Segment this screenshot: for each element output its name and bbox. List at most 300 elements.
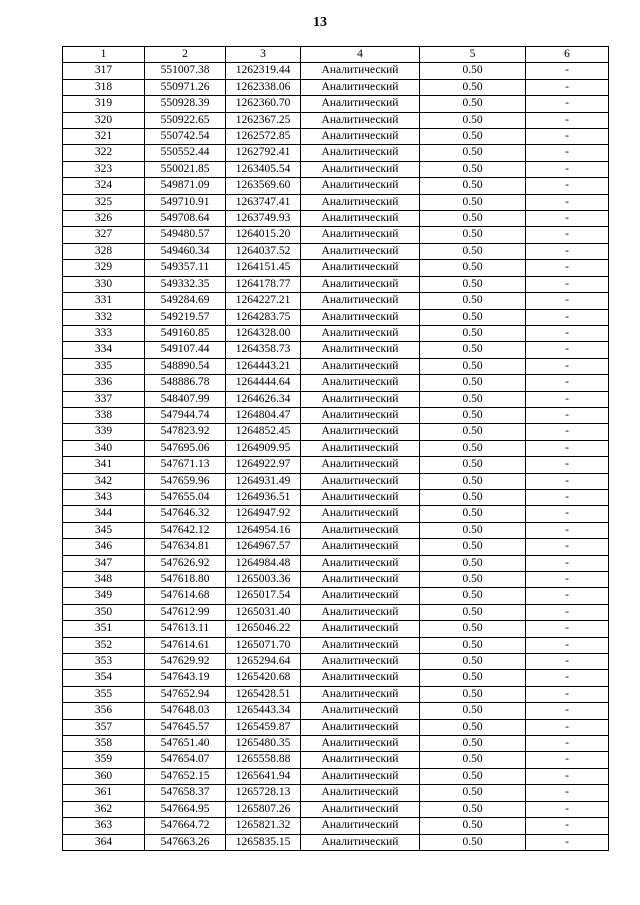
method-cell: Аналитический [301,604,420,620]
table-row [63,178,609,194]
column-header-5: 5 [420,47,526,63]
accuracy-cell: 0.50 [420,407,526,423]
accuracy-cell: 0.50 [420,539,526,555]
point-number-cell: 337 [63,391,145,407]
method-cell: Аналитический [301,260,420,276]
y-coordinate-cell: 1262338.06 [226,79,301,95]
accuracy-cell: 0.50 [420,112,526,128]
accuracy-cell: 0.50 [420,752,526,768]
y-coordinate-cell: 1265294.64 [226,654,301,670]
note-cell: - [526,670,609,686]
x-coordinate-cell: 550742.54 [145,129,226,145]
accuracy-cell: 0.50 [420,243,526,259]
method-cell: Аналитический [301,736,420,752]
note-cell: - [526,621,609,637]
note-cell: - [526,194,609,210]
table-row [63,145,609,161]
accuracy-cell: 0.50 [420,178,526,194]
note-cell: - [526,654,609,670]
accuracy-cell: 0.50 [420,654,526,670]
y-coordinate-cell: 1264151.45 [226,260,301,276]
x-coordinate-cell: 547642.12 [145,522,226,538]
y-coordinate-cell: 1264947.92 [226,506,301,522]
method-cell: Аналитический [301,719,420,735]
note-cell: - [526,243,609,259]
note-cell: - [526,457,609,473]
y-coordinate-cell: 1264358.73 [226,342,301,358]
table-row [63,161,609,177]
x-coordinate-cell: 547652.94 [145,686,226,702]
method-cell: Аналитический [301,506,420,522]
method-cell: Аналитический [301,112,420,128]
method-cell: Аналитический [301,391,420,407]
table-row [63,358,609,374]
accuracy-cell: 0.50 [420,129,526,145]
point-number-cell: 353 [63,654,145,670]
note-cell: - [526,719,609,735]
accuracy-cell: 0.50 [420,489,526,505]
method-cell: Аналитический [301,801,420,817]
accuracy-cell: 0.50 [420,818,526,834]
method-cell: Аналитический [301,588,420,604]
table-row [63,736,609,752]
point-number-cell: 342 [63,473,145,489]
accuracy-cell: 0.50 [420,358,526,374]
point-number-cell: 349 [63,588,145,604]
x-coordinate-cell: 549708.64 [145,211,226,227]
point-number-cell: 339 [63,424,145,440]
x-coordinate-cell: 549284.69 [145,293,226,309]
accuracy-cell: 0.50 [420,604,526,620]
method-cell: Аналитический [301,572,420,588]
table-row [63,588,609,604]
y-coordinate-cell: 1263569.60 [226,178,301,194]
note-cell: - [526,703,609,719]
y-coordinate-cell: 1265480.35 [226,736,301,752]
method-cell: Аналитический [301,473,420,489]
table-row [63,637,609,653]
point-number-cell: 362 [63,801,145,817]
table-row [63,768,609,784]
y-coordinate-cell: 1265428.51 [226,686,301,702]
accuracy-cell: 0.50 [420,703,526,719]
table-row [63,309,609,325]
table-row [63,391,609,407]
point-number-cell: 329 [63,260,145,276]
note-cell: - [526,834,609,850]
table-row [63,440,609,456]
point-number-cell: 319 [63,96,145,112]
y-coordinate-cell: 1264444.64 [226,375,301,391]
x-coordinate-cell: 547654.07 [145,752,226,768]
x-coordinate-cell: 547646.32 [145,506,226,522]
x-coordinate-cell: 547645.57 [145,719,226,735]
note-cell: - [526,686,609,702]
note-cell: - [526,588,609,604]
accuracy-cell: 0.50 [420,293,526,309]
point-number-cell: 347 [63,555,145,571]
y-coordinate-cell: 1263749.93 [226,211,301,227]
table-row [63,801,609,817]
x-coordinate-cell: 549480.57 [145,227,226,243]
method-cell: Аналитический [301,834,420,850]
y-coordinate-cell: 1264936.51 [226,489,301,505]
point-number-cell: 332 [63,309,145,325]
table-row [63,473,609,489]
accuracy-cell: 0.50 [420,621,526,637]
point-number-cell: 323 [63,161,145,177]
point-number-cell: 343 [63,489,145,505]
accuracy-cell: 0.50 [420,194,526,210]
method-cell: Аналитический [301,703,420,719]
x-coordinate-cell: 549710.91 [145,194,226,210]
accuracy-cell: 0.50 [420,145,526,161]
x-coordinate-cell: 547655.04 [145,489,226,505]
accuracy-cell: 0.50 [420,555,526,571]
point-number-cell: 330 [63,276,145,292]
table-row [63,572,609,588]
x-coordinate-cell: 547944.74 [145,407,226,423]
accuracy-cell: 0.50 [420,309,526,325]
y-coordinate-cell: 1265558.88 [226,752,301,768]
y-coordinate-cell: 1264443.21 [226,358,301,374]
x-coordinate-cell: 548407.99 [145,391,226,407]
table-row [63,293,609,309]
method-cell: Аналитический [301,358,420,374]
x-coordinate-cell: 549871.09 [145,178,226,194]
note-cell: - [526,276,609,292]
table-row [63,243,609,259]
method-cell: Аналитический [301,243,420,259]
note-cell: - [526,342,609,358]
x-coordinate-cell: 547613.11 [145,621,226,637]
table-row [63,325,609,341]
y-coordinate-cell: 1264015.20 [226,227,301,243]
y-coordinate-cell: 1264954.16 [226,522,301,538]
point-number-cell: 325 [63,194,145,210]
accuracy-cell: 0.50 [420,375,526,391]
x-coordinate-cell: 550552.44 [145,145,226,161]
point-number-cell: 322 [63,145,145,161]
accuracy-cell: 0.50 [420,457,526,473]
y-coordinate-cell: 1262572.85 [226,129,301,145]
x-coordinate-cell: 549332.35 [145,276,226,292]
method-cell: Аналитический [301,178,420,194]
table-body [63,63,609,851]
x-coordinate-cell: 548886.78 [145,375,226,391]
y-coordinate-cell: 1265031.40 [226,604,301,620]
point-number-cell: 320 [63,112,145,128]
table-row [63,539,609,555]
column-header-4: 4 [301,47,420,63]
x-coordinate-cell: 549107.44 [145,342,226,358]
y-coordinate-cell: 1262319.44 [226,63,301,79]
table-header [63,47,609,63]
x-coordinate-cell: 548890.54 [145,358,226,374]
x-coordinate-cell: 549219.57 [145,309,226,325]
x-coordinate-cell: 551007.38 [145,63,226,79]
method-cell: Аналитический [301,79,420,95]
point-number-cell: 328 [63,243,145,259]
table-row [63,129,609,145]
table-row [63,457,609,473]
method-cell: Аналитический [301,325,420,341]
note-cell: - [526,309,609,325]
y-coordinate-cell: 1264227.21 [226,293,301,309]
method-cell: Аналитический [301,818,420,834]
accuracy-cell: 0.50 [420,719,526,735]
note-cell: - [526,801,609,817]
accuracy-cell: 0.50 [420,522,526,538]
y-coordinate-cell: 1264931.49 [226,473,301,489]
note-cell: - [526,375,609,391]
coordinates-table [62,46,609,851]
note-cell: - [526,489,609,505]
table-row [63,604,609,620]
accuracy-cell: 0.50 [420,686,526,702]
table-row [63,194,609,210]
accuracy-cell: 0.50 [420,325,526,341]
method-cell: Аналитический [301,670,420,686]
point-number-cell: 336 [63,375,145,391]
x-coordinate-cell: 547626.92 [145,555,226,571]
method-cell: Аналитический [301,161,420,177]
table-row [63,654,609,670]
method-cell: Аналитический [301,342,420,358]
table-row [63,555,609,571]
y-coordinate-cell: 1265807.26 [226,801,301,817]
note-cell: - [526,178,609,194]
y-coordinate-cell: 1265071.70 [226,637,301,653]
x-coordinate-cell: 547629.92 [145,654,226,670]
method-cell: Аналитический [301,293,420,309]
note-cell: - [526,79,609,95]
accuracy-cell: 0.50 [420,736,526,752]
y-coordinate-cell: 1264852.45 [226,424,301,440]
table-row [63,506,609,522]
accuracy-cell: 0.50 [420,342,526,358]
method-cell: Аналитический [301,375,420,391]
x-coordinate-cell: 549160.85 [145,325,226,341]
point-number-cell: 361 [63,785,145,801]
x-coordinate-cell: 547614.68 [145,588,226,604]
point-number-cell: 327 [63,227,145,243]
note-cell: - [526,522,609,538]
y-coordinate-cell: 1265835.15 [226,834,301,850]
point-number-cell: 344 [63,506,145,522]
accuracy-cell: 0.50 [420,391,526,407]
x-coordinate-cell: 549460.34 [145,243,226,259]
point-number-cell: 359 [63,752,145,768]
x-coordinate-cell: 547664.72 [145,818,226,834]
table-row [63,375,609,391]
note-cell: - [526,112,609,128]
y-coordinate-cell: 1265443.34 [226,703,301,719]
table-row [63,719,609,735]
x-coordinate-cell: 547695.06 [145,440,226,456]
note-cell: - [526,736,609,752]
point-number-cell: 360 [63,768,145,784]
table-row [63,489,609,505]
point-number-cell: 345 [63,522,145,538]
table-row [63,96,609,112]
point-number-cell: 354 [63,670,145,686]
y-coordinate-cell: 1263405.54 [226,161,301,177]
accuracy-cell: 0.50 [420,96,526,112]
x-coordinate-cell: 547652.15 [145,768,226,784]
x-coordinate-cell: 547823.92 [145,424,226,440]
table-row [63,407,609,423]
x-coordinate-cell: 550928.39 [145,96,226,112]
column-header-2: 2 [145,47,226,63]
point-number-cell: 358 [63,736,145,752]
note-cell: - [526,260,609,276]
point-number-cell: 341 [63,457,145,473]
method-cell: Аналитический [301,489,420,505]
table-row [63,785,609,801]
point-number-cell: 324 [63,178,145,194]
y-coordinate-cell: 1265420.68 [226,670,301,686]
note-cell: - [526,129,609,145]
note-cell: - [526,63,609,79]
y-coordinate-cell: 1264804.47 [226,407,301,423]
y-coordinate-cell: 1264037.52 [226,243,301,259]
note-cell: - [526,572,609,588]
x-coordinate-cell: 547634.81 [145,539,226,555]
table-row [63,834,609,850]
table-row [63,342,609,358]
note-cell: - [526,227,609,243]
method-cell: Аналитический [301,440,420,456]
point-number-cell: 346 [63,539,145,555]
method-cell: Аналитический [301,63,420,79]
point-number-cell: 334 [63,342,145,358]
method-cell: Аналитический [301,194,420,210]
y-coordinate-cell: 1265821.32 [226,818,301,834]
point-number-cell: 356 [63,703,145,719]
note-cell: - [526,96,609,112]
table-row [63,79,609,95]
method-cell: Аналитический [301,654,420,670]
note-cell: - [526,407,609,423]
table-row [63,63,609,79]
y-coordinate-cell: 1264909.95 [226,440,301,456]
note-cell: - [526,424,609,440]
point-number-cell: 317 [63,63,145,79]
column-header-3: 3 [226,47,301,63]
note-cell: - [526,293,609,309]
accuracy-cell: 0.50 [420,670,526,686]
note-cell: - [526,506,609,522]
note-cell: - [526,161,609,177]
column-header-1: 1 [63,47,145,63]
method-cell: Аналитический [301,785,420,801]
note-cell: - [526,604,609,620]
x-coordinate-cell: 547648.03 [145,703,226,719]
table-row [63,276,609,292]
accuracy-cell: 0.50 [420,424,526,440]
note-cell: - [526,391,609,407]
accuracy-cell: 0.50 [420,63,526,79]
y-coordinate-cell: 1265046.22 [226,621,301,637]
table-row [63,686,609,702]
y-coordinate-cell: 1264967.57 [226,539,301,555]
header-row [63,47,609,63]
table-row [63,818,609,834]
point-number-cell: 363 [63,818,145,834]
method-cell: Аналитический [301,555,420,571]
table-row [63,227,609,243]
method-cell: Аналитический [301,621,420,637]
method-cell: Аналитический [301,457,420,473]
x-coordinate-cell: 550021.85 [145,161,226,177]
accuracy-cell: 0.50 [420,440,526,456]
method-cell: Аналитический [301,686,420,702]
method-cell: Аналитический [301,227,420,243]
accuracy-cell: 0.50 [420,79,526,95]
note-cell: - [526,473,609,489]
y-coordinate-cell: 1264328.00 [226,325,301,341]
y-coordinate-cell: 1265017.54 [226,588,301,604]
x-coordinate-cell: 550922.65 [145,112,226,128]
page-number: 13 [313,15,327,30]
y-coordinate-cell: 1262360.70 [226,96,301,112]
note-cell: - [526,145,609,161]
y-coordinate-cell: 1265459.87 [226,719,301,735]
accuracy-cell: 0.50 [420,211,526,227]
table-row [63,260,609,276]
method-cell: Аналитический [301,752,420,768]
table-row [63,670,609,686]
accuracy-cell: 0.50 [420,260,526,276]
accuracy-cell: 0.50 [420,588,526,604]
y-coordinate-cell: 1265728.13 [226,785,301,801]
point-number-cell: 350 [63,604,145,620]
method-cell: Аналитический [301,96,420,112]
x-coordinate-cell: 547651.40 [145,736,226,752]
point-number-cell: 351 [63,621,145,637]
method-cell: Аналитический [301,407,420,423]
y-coordinate-cell: 1262367.25 [226,112,301,128]
x-coordinate-cell: 547663.26 [145,834,226,850]
method-cell: Аналитический [301,637,420,653]
point-number-cell: 318 [63,79,145,95]
accuracy-cell: 0.50 [420,161,526,177]
x-coordinate-cell: 547659.96 [145,473,226,489]
accuracy-cell: 0.50 [420,785,526,801]
accuracy-cell: 0.50 [420,801,526,817]
table-row [63,424,609,440]
note-cell: - [526,752,609,768]
point-number-cell: 335 [63,358,145,374]
note-cell: - [526,768,609,784]
y-coordinate-cell: 1264922.97 [226,457,301,473]
accuracy-cell: 0.50 [420,473,526,489]
method-cell: Аналитический [301,129,420,145]
point-number-cell: 321 [63,129,145,145]
table-row [63,752,609,768]
note-cell: - [526,358,609,374]
note-cell: - [526,440,609,456]
point-number-cell: 331 [63,293,145,309]
method-cell: Аналитический [301,276,420,292]
method-cell: Аналитический [301,309,420,325]
x-coordinate-cell: 547614.61 [145,637,226,653]
point-number-cell: 326 [63,211,145,227]
y-coordinate-cell: 1264626.34 [226,391,301,407]
point-number-cell: 338 [63,407,145,423]
accuracy-cell: 0.50 [420,276,526,292]
